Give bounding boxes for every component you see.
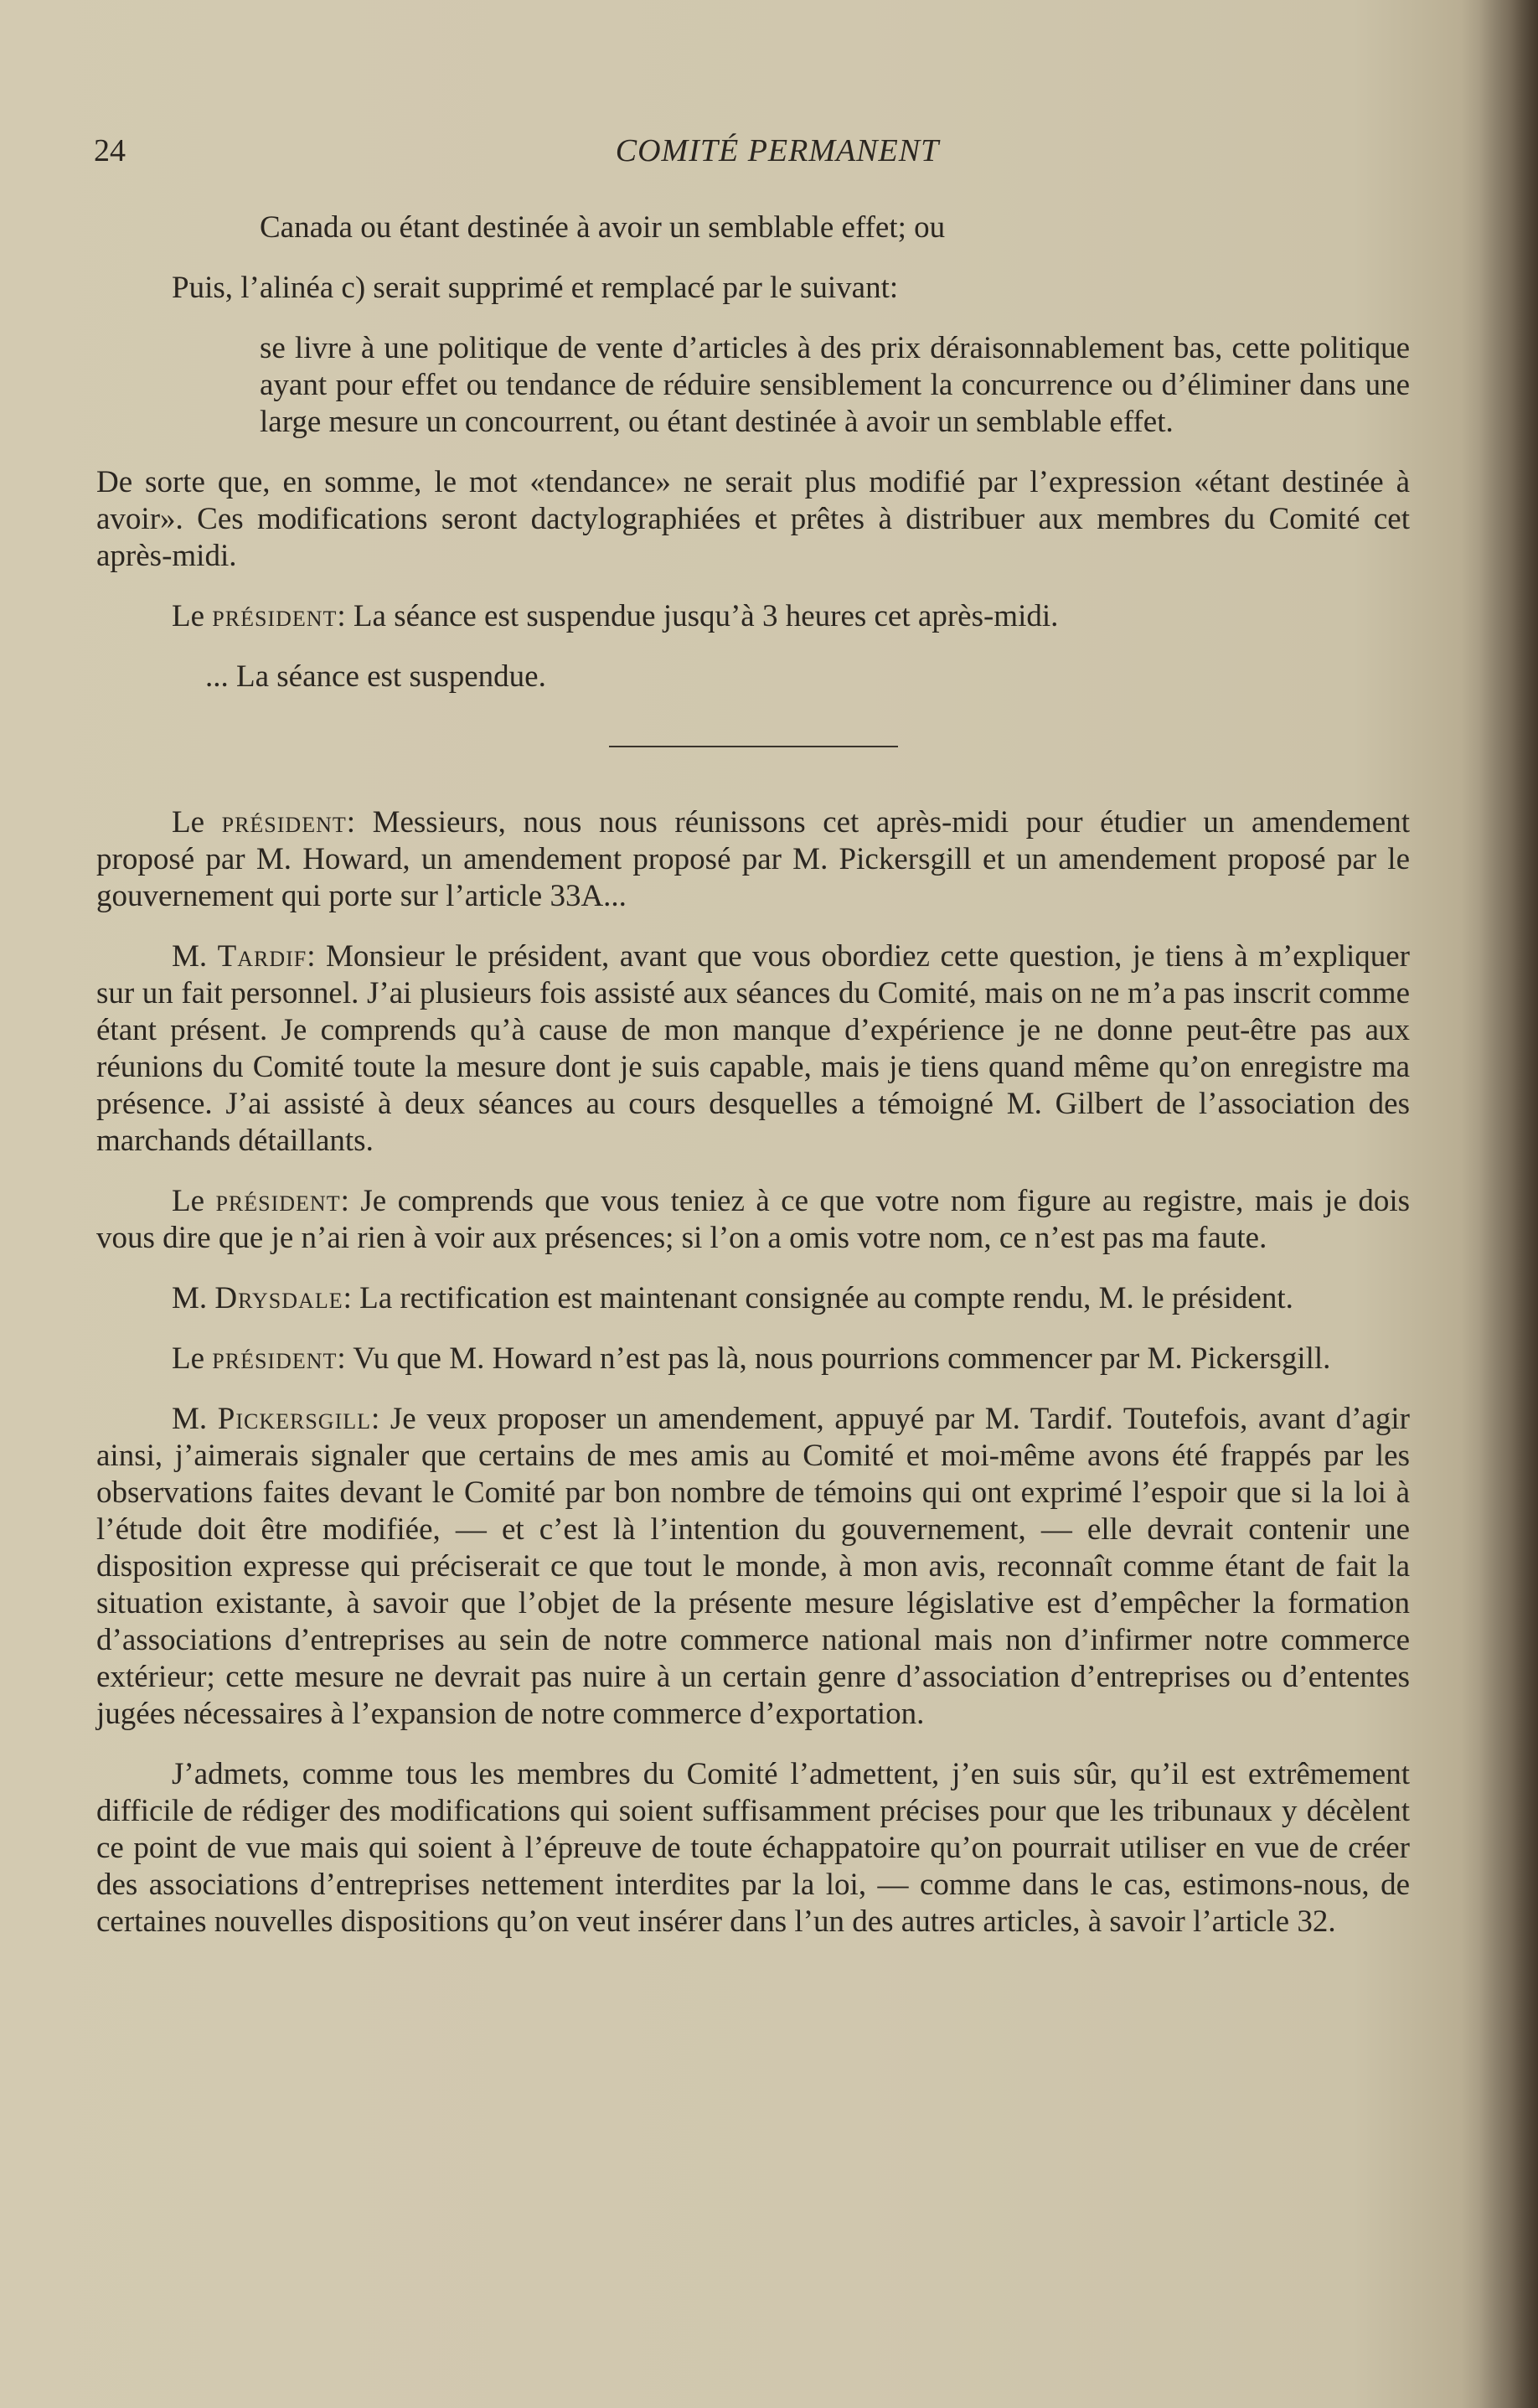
speech-paragraph [96,1401,1410,1733]
speaker-name: Tardif [217,939,307,974]
speaker-name: Pickersgill [217,1402,372,1436]
speaker-name: président [212,599,338,633]
speech-paragraph [96,1280,1410,1317]
speech-text: : Je veux proposer un amendement, appuyé par M. Tardif. Toutefois, avant d’agir ainsi, j’aimerais signaler que certains de mes amis au Comité et moi-même avons été frappés par les observations faites devant le Comité par bon nombre de témoins qui ont exprimé l’espoir que si la loi à l’étude doit être modifiée, — et c’est là l’intention du gouvernement, — elle devrait contenir une disposition expresse qui préciserait ce que tout le monde, à mon avis, reconnaît comme étant de fait la situation existante, à savoir que l’objet de la présente mesure législative est d’empêcher la formation d’associations d’entreprises au sein de notre commerce national mais non d’infirmer notre commerce extérieur; cette mesure ne devrait pas nuire à un certain genre d’association d’entreprises ou d’ententes jugées nécessaires à l’expansion de notre commerce d’exportation. [96,1402,1411,1731]
speaker-prefix: Le [172,805,222,840]
page-number: 24 [94,133,126,168]
speech-paragraph [96,1341,1410,1377]
quoted-clause-end: Canada ou étant destinée à avoir un semblable effet; ou [260,210,946,245]
quoted-clause: se livre à une politique de vente d’articles à des prix déraisonnablement bas, cette politique ayant pour effet ou tendance de réduire sensiblement la concurrence ou d’éliminer dans une large mesure un concourrent, ou étant destinée à avoir un semblable effet. [260,331,1410,439]
paragraph: De sorte que, en somme, le mot «tendance» ne serait plus modifié par l’expression «étant destinée à avoir». Ces modifications seront dactylographiées et prêtes à distribuer aux membres du Comité cet après-midi. [96,465,1410,573]
speaker-name: président [212,1341,338,1376]
speaker-prefix: Le [172,599,213,633]
speech-text: : La rectification est maintenant consignée au compte rendu, M. le président. [343,1281,1293,1315]
paragraph: Puis, l’alinéa c) serait supprimé et remplacé par le suivant: [172,271,899,305]
body-text [96,209,1410,1964]
speaker-prefix: M. [172,1281,215,1315]
speech-paragraph [96,804,1410,915]
section-divider [609,746,898,747]
session-note: ... La séance est suspendue. [205,659,546,694]
speaker-name: président [221,805,347,840]
speech-text: : Monsieur le président, avant que vous obordiez cette question, je tiens à m’expliquer sur un fait personnel. J’ai plusieurs fois assisté aux séances du Comité, mais on ne m’a pas inscrit comme étant présent. Je comprends qu’à cause de mon manque d’expérience je ne donne peut-être pas aux réunions du Comité toute la mesure dont je suis capable, mais je tiens quand même qu’on enregistre ma présence. J’ai assisté à deux séances au cours desquelles a témoigné M. Gilbert de l’association des marchands détaillants. [96,939,1410,1158]
speech-paragraph [96,1183,1410,1257]
speaker-prefix: M. [172,1402,218,1436]
speech-text: : Messieurs, nous nous réunissons cet après-midi pour étudier un amendement proposé par M. Howard, un amendement proposé par M. Pickersgill et un amendement proposé par le gouvernement qui porte sur l’article 33A... [96,805,1411,913]
paragraph: J’admets, comme tous les membres du Comité l’admettent, j’en suis sûr, qu’il est extrêmement difficile de rédiger des modifications qui soient suffisamment précises pour que les tribunaux y décèlent ce point de vue mais qui soient à l’épreuve de toute échappatoire qu’on pourrait utiliser en vue de créer des associations d’entreprises nettement interdites par la loi, — comme dans le cas, estimons-nous, de certaines nouvelles dispositions qu’on veut insérer dans l’un des autres articles, à savoir l’article 32. [96,1757,1410,1939]
speech-text: : Je comprends que vous teniez à ce que votre nom figure au registre, mais je dois vous dire que je n’ai rien à voir aux présences; si l’on a omis votre nom, ce n’est pas ma faute. [96,1184,1410,1255]
speech-text: : La séance est suspendue jusqu’à 3 heures cet après-midi. [337,599,1059,633]
speaker-prefix: Le [172,1184,216,1218]
speech-text: : Vu que M. Howard n’est pas là, nous pourrions commencer par M. Pickersgill. [337,1341,1331,1376]
speech-paragraph [96,938,1410,1160]
page-header [94,132,1411,174]
page-edge-shadow [1479,0,1538,2408]
speaker-prefix: M. [172,939,218,974]
speech-paragraph [96,598,1410,635]
speaker-name: Drysdale [214,1281,343,1315]
speaker-name: président [215,1184,341,1218]
speaker-prefix: Le [172,1341,213,1376]
running-head: COMITÉ PERMANENT [615,133,940,168]
